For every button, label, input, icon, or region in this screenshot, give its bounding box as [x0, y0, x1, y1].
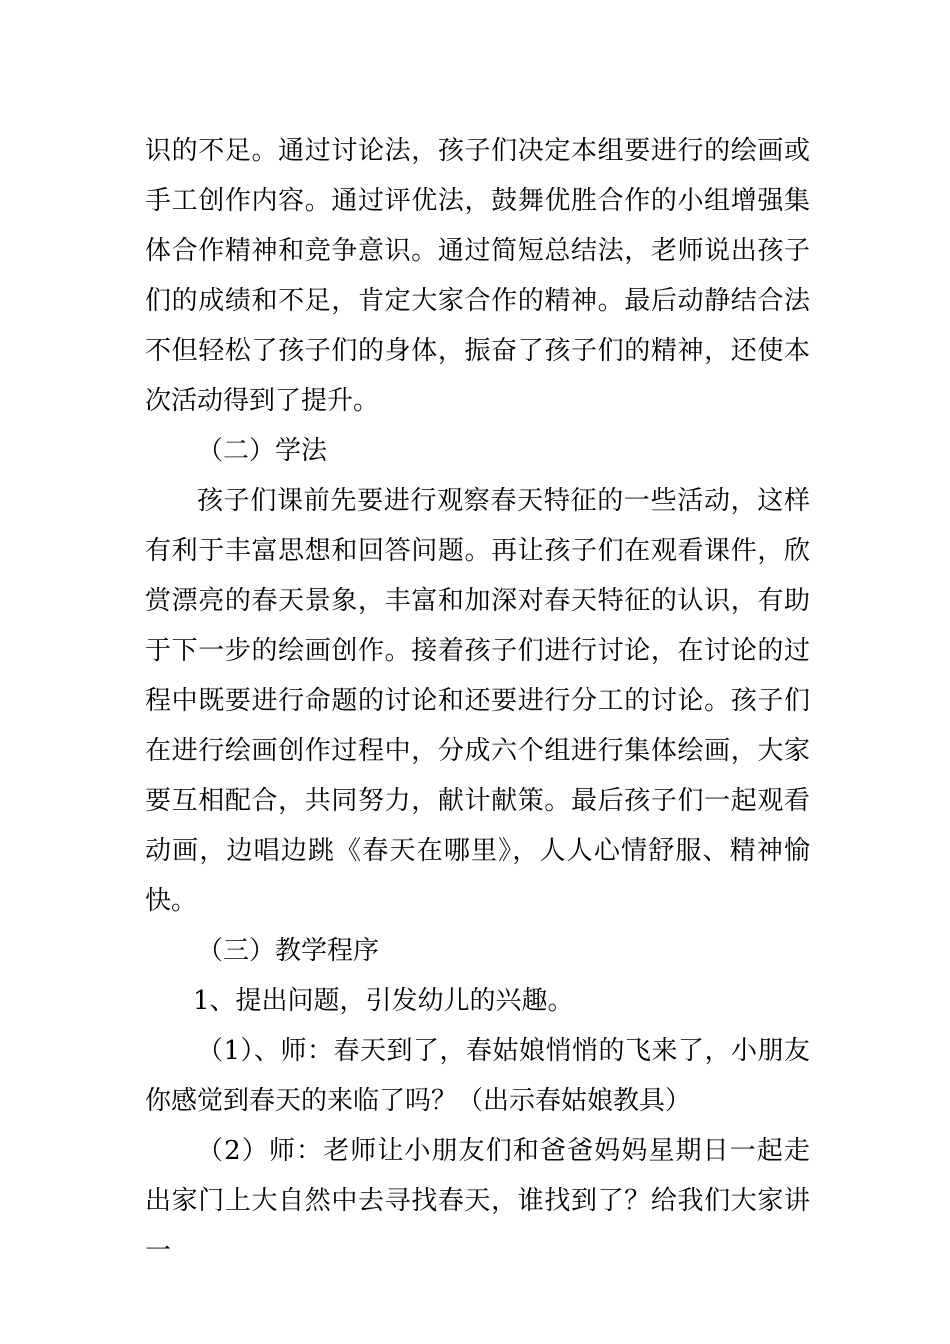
document-body	[145, 126, 810, 1276]
paragraph-question-1: （1）、师：春天到了，春姑娘悄悄的飞来了，小朋友你感觉到春天的来临了吗？（出示春姑娘教具）	[145, 1036, 810, 1116]
section-heading-teaching-procedure: （三）教学程序	[197, 936, 380, 966]
step-heading-raise-questions: 1、提出问题，引发幼儿的兴趣。	[193, 986, 574, 1016]
paragraph-learning-methods: 孩子们课前先要进行观察春天特征的一些活动，这样有利于丰富思想和回答问题。再让孩子们在观看课件，欣赏漂亮的春天景象，丰富和加深对春天特征的认识，有助于下一步的绘画创作。接着孩子们进行讨论，在讨论的过程中既要进行命题的讨论和还要进行分工的讨论。孩子们在进行绘画创作过程中，分成六个组进行集体绘画，大家要互相配合，共同努力，献计献策。最后孩子们一起观看动画，边唱边跳《春天在哪里》，人人心情舒服、精神愉快。	[145, 486, 810, 916]
paragraph-teaching-methods-continued: 识的不足。通过讨论法，孩子们决定本组要进行的绘画或手工创作内容。通过评优法，鼓舞优胜合作的小组增强集体合作精神和竞争意识。通过简短总结法，老师说出孩子们的成绩和不足，肯定大家合作的精神。最后动静结合法不但轻松了孩子们的身体，振奋了孩子们的精神，还使本次活动得到了提升。	[145, 136, 810, 416]
paragraph-question-2: （2）师：老师让小朋友们和爸爸妈妈星期日一起走出家门上大自然中去寻找春天，谁找到了？给我们大家讲一	[145, 1136, 810, 1266]
section-heading-learning-methods: （二）学法	[197, 436, 328, 466]
